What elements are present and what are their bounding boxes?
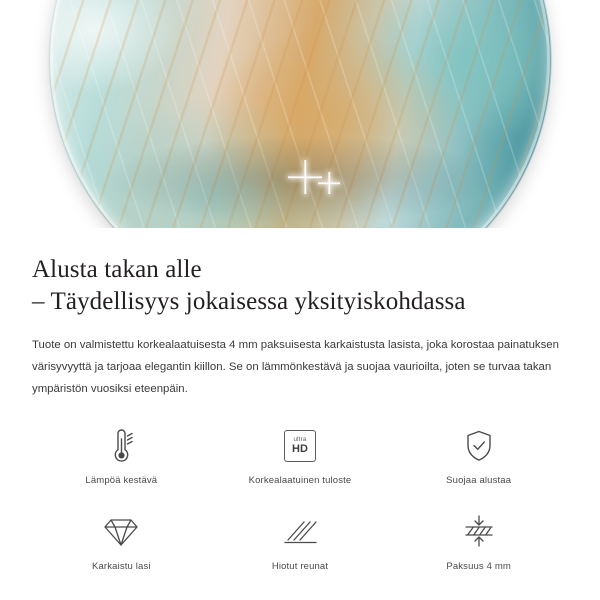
polished-edges-icon bbox=[283, 511, 317, 553]
marble-veins-overlay bbox=[0, 0, 600, 228]
feature-label: Paksuus 4 mm bbox=[446, 560, 511, 572]
thickness-arrows-icon bbox=[462, 511, 496, 553]
headline-line-2: – Täydellisyys jokaisessa yksityiskohdassa bbox=[32, 288, 466, 315]
feature-item bbox=[211, 425, 390, 503]
feature-label: Korkealaatuinen tuloste bbox=[248, 474, 352, 486]
feature-item bbox=[211, 511, 390, 589]
description-paragraph: Tuote on valmistettu korkealaatuisesta 4 mm paksuisesta karkaistusta lasista, joka korostaa painatuksen värisyvyyttä ja tarjoaa elegantin kiillon. Se on lämmönkestävä ja suojaa vaurioilta, joten se turvaa takan ympäristön vuosiksi eteenpäin. bbox=[32, 339, 559, 396]
feature-label: Hiotut reunat bbox=[271, 560, 329, 572]
feature-item bbox=[32, 511, 211, 589]
headline-line-1: Alusta takan alle bbox=[32, 256, 202, 283]
diamond-icon bbox=[102, 511, 140, 553]
feature-item bbox=[389, 511, 568, 589]
content-area bbox=[0, 254, 600, 589]
feature-label: Suojaa alustaa bbox=[446, 474, 512, 486]
feature-grid bbox=[32, 425, 568, 589]
feature-item bbox=[389, 425, 568, 503]
feature-label: Lämpöä kestävä bbox=[85, 474, 158, 486]
feature-label: Karkaistu lasi bbox=[92, 560, 151, 572]
ultra-hd-badge-bottom: HD bbox=[292, 442, 308, 455]
thermometer-icon bbox=[104, 425, 138, 467]
feature-item bbox=[32, 425, 211, 503]
page-title bbox=[32, 254, 568, 318]
hero-image bbox=[0, 0, 600, 228]
ultra-hd-icon bbox=[284, 425, 316, 467]
ultra-hd-badge-top: ultra bbox=[293, 435, 307, 443]
shield-check-icon bbox=[462, 425, 496, 467]
